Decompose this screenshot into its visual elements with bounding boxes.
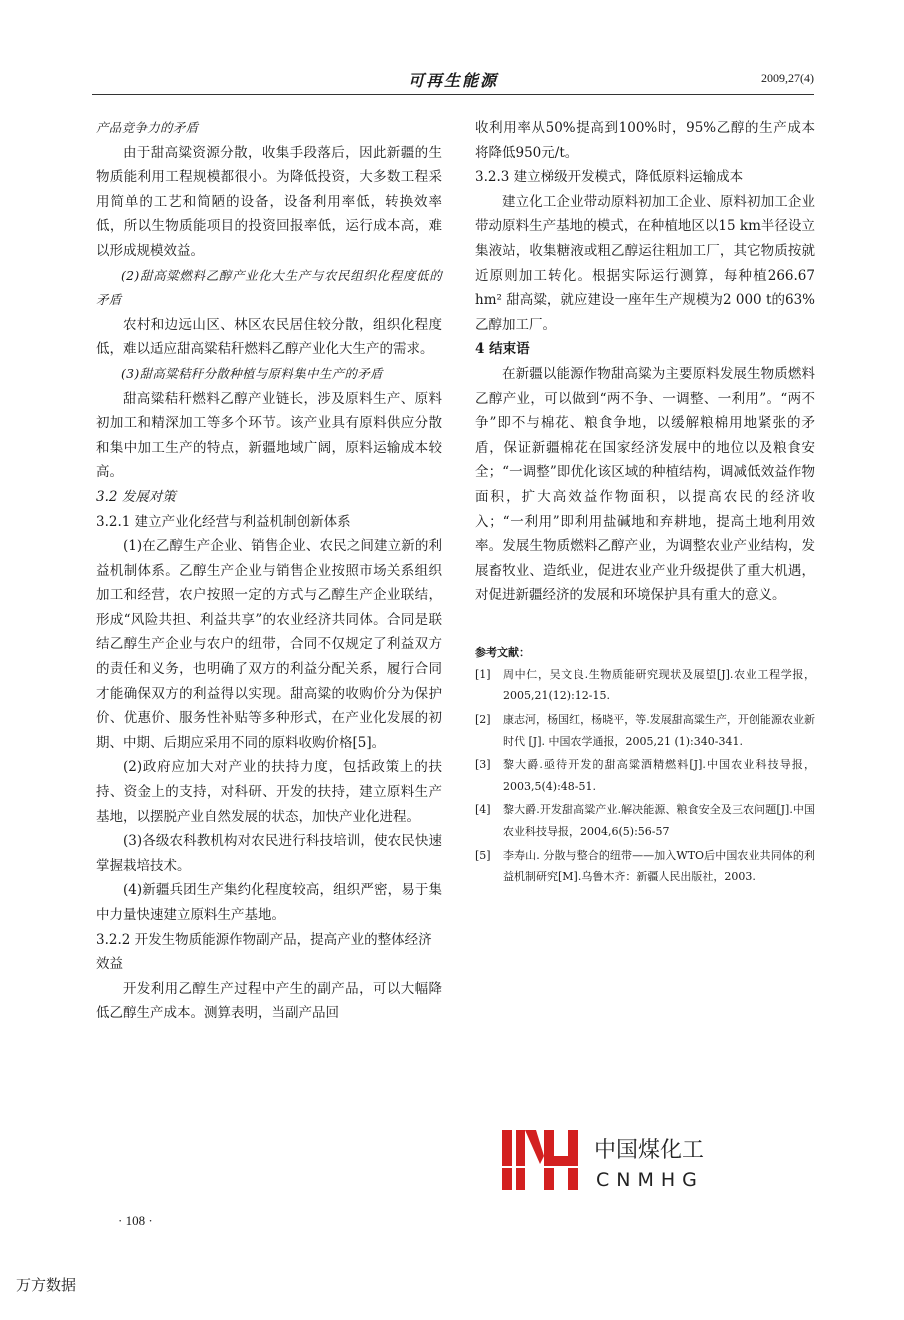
reference-number: [4]	[475, 803, 491, 817]
subheading-continued: 产品竞争力的矛盾	[96, 120, 199, 135]
reference-text: 黎大爵.亟待开发的甜高粱酒精燃料[J].中国农业科技导报，2003,5(4):48-51.	[503, 758, 815, 793]
paragraph: 甜高粱秸秆燃料乙醇产业链长，涉及原料生产、原料初加工和精深加工等多个环节。该产业具有原料供应分散和集中加工生产的特点，新疆地域广阔，原料运输成本较高。	[96, 390, 442, 481]
paragraph: 由于甜高粱资源分散，收集手段落后，因此新疆的生物质能利用工程规模都很小。为降低投资，大多数工程采用简单的工艺和简陋的设备，设备利用率低，转换效率低，所以生物质能项目的投资回报率低，运行成本高，难以形成规模效益。	[96, 144, 442, 259]
left-column	[96, 116, 442, 1026]
subheading: (2)甜高粱燃料乙醇产业化大生产与农民组织化程度低的矛盾	[96, 267, 442, 308]
section-heading-3-2-3: 3.2.3 建立梯级开发模式，降低原料运输成本	[475, 169, 744, 186]
reference-item	[475, 664, 815, 707]
paragraph: 建立化工企业带动原料初加工企业、原料初加工企业带动原料生产基地的模式，在种植地区以15 km半径设立集液站，收集糖液或粗乙醇运往粗加工厂，其它物质按就近原则加工转化。根据实际运行测算，每种植266.67 hm² 甜高粱，就应建设一座年生产规模为2 000 t的63%乙醇加工厂。	[475, 193, 815, 333]
paragraph: (4)新疆兵团生产集约化程度较高，组织严密，易于集中力量快速建立原料生产基地。	[96, 882, 442, 923]
right-column	[475, 116, 815, 890]
paragraph: 开发利用乙醇生产过程中产生的副产品，可以大幅降低乙醇生产成本。测算表明，当副产品回	[96, 980, 442, 1022]
reference-text: 李寿山. 分散与整合的纽带——加入WTO后中国农业共同体的利益机制研究[M].乌鲁木齐：新疆人民出版社，2003.	[503, 848, 815, 884]
watermark: 万方数据	[16, 1276, 77, 1294]
paragraph: (1)在乙醇生产企业、销售企业、农民之间建立新的利益机制体系。乙醇生产企业与销售企业按照市场关系组织加工和经营，农户按照一定的方式与乙醇生产企业联结，形成“风险共担、利益共享”的农业经济共同体。合同是联结乙醇生产企业与农户的纽带，合同不仅规定了利益双方的责任和义务，也明确了双方的利益分配关系，履行合同才能确保双方的利益得以实现。甜高粱的收购价分为保护价、优惠价、服务性补贴等多种形式，在产业化发展的初期、中期、后期应采用不同的原料收购价格[5]。	[96, 538, 442, 751]
reference-number: [5]	[475, 848, 491, 862]
page-number: · 108 ·	[118, 1213, 153, 1228]
reference-text: 黎大爵.开发甜高粱产业.解决能源、粮食安全及三农问题[J].中国农业科技导报，2004,6(5):56-57	[503, 803, 815, 839]
reference-item	[475, 799, 815, 842]
subheading: (3)甜高粱秸秆分散种植与原料集中生产的矛盾	[121, 365, 383, 381]
paragraph: (3)各级农科教机构对农民进行科技培训，使农民快速掌握栽培技术。	[96, 833, 442, 874]
section-heading-3-2: 3.2 发展对策	[96, 488, 176, 505]
reference-number: [1]	[475, 667, 491, 681]
reference-text: 周中仁，吴文良.生物质能研究现状及展望[J].农业工程学报，2005,21(12):12-15.	[503, 667, 815, 703]
journal-name: 可再生能源	[407, 71, 498, 90]
reference-number: [2]	[475, 713, 491, 727]
cnmhg-logo-mark	[500, 1130, 580, 1190]
logo-text-en: CNMHG	[596, 1169, 704, 1191]
paragraph-continued: 收利用率从50%提高到100%时，95%乙醇的生产成本将降低950元/t。	[475, 120, 815, 161]
running-header	[92, 68, 814, 95]
reference-list	[475, 664, 815, 888]
section-heading-3-2-1: 3.2.1 建立产业化经营与利益机制创新体系	[96, 513, 351, 530]
paragraph: (2)政府应加大对产业的扶持力度，包括政策上的扶持、资金上的支持，对科研、开发的扶持，建立原料生产基地，以摆脱产业自然发展的状态，加快产业化进程。	[96, 759, 442, 825]
issue-info: 2009,27(4)	[761, 71, 814, 85]
section-heading-3-2-2: 3.2.2 开发生物质能源作物副产品，提高产业的整体经济效益	[96, 931, 432, 973]
reference-item	[475, 754, 815, 797]
logo-text-cn: 中国煤化工	[594, 1138, 705, 1163]
cnmhg-logo	[500, 1128, 740, 1194]
reference-number: [3]	[475, 758, 491, 772]
section-heading-4: 4 结束语	[475, 341, 530, 358]
reference-text: 康志河，杨国红，杨晓平，等.发展甜高粱生产，开创能源农业新时代 [J]. 中国农学通报，2005,21 (1):340-341.	[503, 713, 815, 748]
reference-item	[475, 709, 815, 752]
references-title: 参考文献：	[475, 645, 530, 659]
paragraph: 农村和边远山区、林区农民居住较分散，组织化程度低，难以适应甜高粱秸秆燃料乙醇产业化大生产的需求。	[96, 316, 442, 358]
paragraph: 在新疆以能源作物甜高粱为主要原料发展生物质燃料乙醇产业，可以做到“两不争、一调整、一利用”。“两不争”即不与棉花、粮食争地，以缓解粮棉用地紧张的矛盾，保证新疆棉花在国家经济发展中的地位以及粮食安全；“一调整”即优化该区域的种植结构，调减低效益作物面积，扩大高效益作物面积，以提高农民的经济收入；“一利用”即利用盐碱地和弃耕地，提高土地利用效率。发展生物质燃料乙醇产业，为调整农业产业结构，发展畜牧业、造纸业，促进农业产业升级提供了重大机遇，对促进新疆经济的发展和环境保护具有重大的意义。	[475, 365, 815, 604]
reference-item	[475, 845, 815, 888]
